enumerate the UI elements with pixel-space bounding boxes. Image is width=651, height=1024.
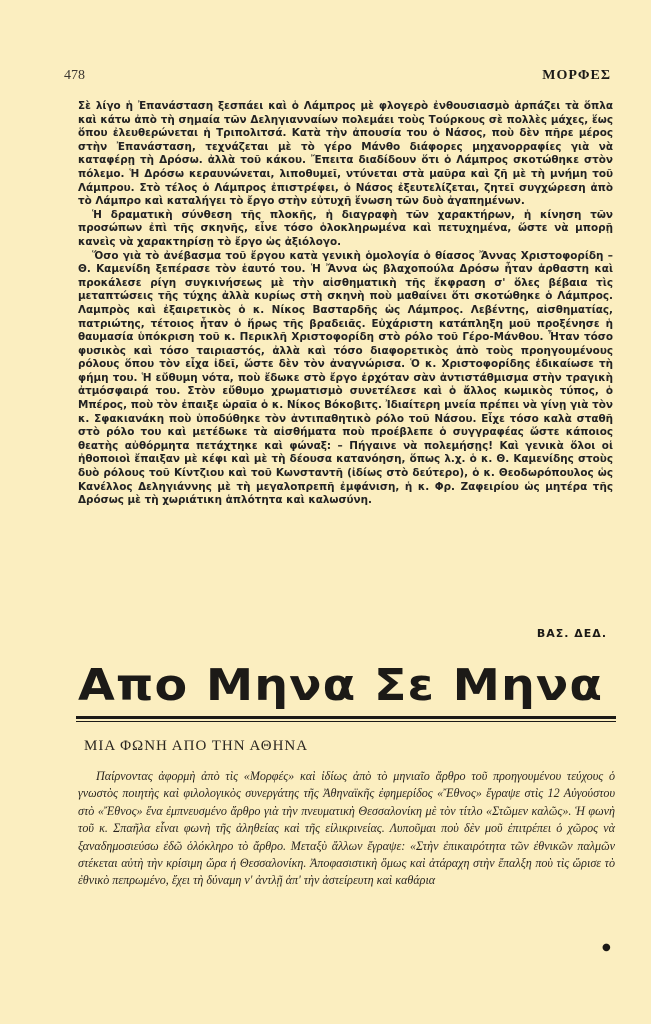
review-paragraph: Σὲ λίγο ἡ Ἐπανάσταση ξεσπάει καὶ ὁ Λάμπρος μὲ φλογερὸ ἐνθουσιασμὸ ἁρπάζει τὰ ὅπλα καὶ κάτω ἀπὸ τὴ σημαία τῶν Δεληγιανναίων πολεμάει τοὺς Τούρκους σὲ πολλὲς μάχες, ἕως ὅπου ἐλευθερώνεται ἡ Τριπολιτσά. Κατὰ τὴν ἀπουσία του ὁ Νάσος, ποὺ δὲν πῆρε μέρος στὴν Ἐπανάσταση, τεχνάζεται μὲ τὸ γέρο Μάνθο διάφορες μηχανορραφίες γιὰ νὰ καταφέρῃ τὴ Δρόσω. ἀλλὰ τοῦ κάκου. Ἔπειτα διαδίδουν ὅτι ὁ Λάμπρος σκοτώθηκε στὸν πόλεμο. Ἡ Δρόσω κεραυνώνεται, λιποθυμεῖ, ντύνεται στὰ μαῦρα καὶ ζῆ μὲ τὴ μνήμη τοῦ Λάμπρου. Στὸ τέλος ὁ Λάμπρος ἐπιστρέφει, ὁ Νάσος ἐξευτελίζεται, ζητεῖ συγχώρεση ἀπὸ τὸ Λάμπρο καὶ καταλήγει τὸ ἔργο στὴν εὐτυχῆ ἕνωση τῶν δυὸ ἀγαπημένων. — [78, 100, 613, 208]
column-title: Απο Μηνα Σε Μηνα — [78, 660, 604, 711]
running-header — [64, 68, 611, 86]
review-paragraph: Ἡ δραματικὴ σύνθεση τῆς πλοκῆς, ἡ διαγραφὴ τῶν χαρακτήρων, ἡ κίνηση τῶν προσώπων ἐπὶ τῆς σκηνῆς, εἶνε τόσο ὁλοκληρωμένα καὶ πετυχημένα, ὥστε νὰ μπορῇ κανεὶς νὰ χαρακτηρίσῃ τὸ ἔργο ὡς ἀξιόλογο. — [78, 208, 613, 248]
title-rule-thin — [76, 721, 616, 722]
page-number: 478 — [64, 68, 85, 83]
article-subtitle: ΜΙΑ ΦΩΝΗ ΑΠΟ ΤΗΝ ΑΘΗΝΑ — [84, 738, 309, 754]
review-signature: ΒΑΣ. ΔΕΔ. — [536, 627, 607, 640]
article-body — [78, 768, 615, 890]
journal-name: ΜΟΡΦΕΣ — [542, 68, 611, 83]
theatre-review — [78, 100, 613, 508]
review-paragraph: Ὅσο γιὰ τὸ ἀνέβασμα τοῦ ἔργου κατὰ γενικὴ ὁμολογία ὁ θίασος Ἄννας Χριστοφορίδη – Θ. Καμενίδη ξεπέρασε τὸν ἑαυτό του. Ἡ Ἄννα ὡς βλαχοπούλα Δρόσω ἦταν ἀρθαστη καὶ προκάλεσε ρίγη συγκινήσεως μὲ τὴν αἰσθηματικὴ τῆς ἔκφραση σ' ὅλες βέβαια τὶς μεταπτώσεις τῆς τύχης ἀλλὰ κυρίως στὴ σκηνὴ ποὺ μαθαίνει ὅτι σκοτώθηκε ὁ Λάμπρος. Λαμπρὸς καὶ ἐξαιρετικὸς ὁ κ. Νίκος Βασταρδῆς ὡς Λάμπρος. Λεβέντης, αἰσθηματίας, πατριώτης, τέτοιος ἦταν ὁ ἥρως τῆς βραδειᾶς. Εὐχάριστη κατάπληξη μοῦ προξένησε ἡ θαυμασία ὑπόκριση τοῦ κ. Περικλῆ Χριστοφορίδη στὸ ρόλο τοῦ Γέρο-Μάνθου. Ἦταν τόσο φυσικὸς καὶ τόσο ταιριαστός, ἀλλὰ καὶ τόσο διαφορετικὸς ἀπὸ τοὺς προηγουμένους ρόλους ὅπου τὸν εἶχα ἰδεῖ, ὥστε δὲν τὸν ἀναγνώρισα. Ὁ κ. Χριστοφορίδης ἐδικαίωσε τὴ φήμη του. Ἡ εὔθυμη νότα, ποὺ ἔδωκε στὸ ἔργο ἐρχόταν σὰν ἀντιστάθμισμα στὴν τραγικὴ ἀτμόσφαιρά του. Στὸν εὔθυμο χρωματισμὸ συνετέλεσε καὶ ὁ ἄλλος κωμικὸς τύπος, ὁ Μπέρος, ποὺ τὸν ἐπαιξε ὡραῖα ὁ κ. Νίκος Βόκοβιτς. Ἰδιαίτερη μνεία πρέπει νὰ γίνῃ γιὰ τὸν κ. Σφακιανάκη ποὺ ὑποδύθηκε τὸν ἀντιπαθητικὸ ρόλο τοῦ Νάσου. Εἶχε τόσο καλὰ σταθῆ στὸ ρόλο του καὶ μετέδωκε τὰ αἰσθήματα ποὺ προέβλεπε ὁ συγγραφέας ὥστε κάποιος θεατὴς αὐθόρμητα πετάχτηκε καὶ φώναξ: – Πήγαινε νὰ πολεμήσῃς! Καὶ γενικὰ ὅλοι οἱ ἠθοποιοὶ ἔπαιξαν μὲ κέφι καὶ μὲ τὴ δέουσα κατανόηση, ὅπως λ.χ. ὁ κ. Θ. Καμενίδης στοὺς δυὸ ρόλους τοῦ Κίντζιου καὶ τοῦ Κωνσταντῆ (ἰδίως στὸ δεύτερο), ὁ κ. Θεοδωρόπουλος ὡς Κανέλλος Δεληγιάννης μὲ τὴ μεγαλοπρεπῆ ἐμφάνιση, ἡ κ. Φρ. Ζαφειρίου ὡς μητέρα τῆς Δρόσως μὲ τὴ χωριάτικη ἁπλότητα καὶ καλωσύνη. — [78, 249, 613, 507]
title-rule — [76, 716, 616, 719]
continuation-bullet: ● — [602, 942, 611, 953]
article-paragraph: Παίρνοντας ἀφορμὴ ἀπὸ τὶς «Μορφές» καὶ ἰδίως ἀπὸ τὸ μηνιαῖο ἄρθρο τοῦ προηγουμένου τεύχους ὁ γνωστὸς ποιητὴς καὶ φιλολογικὸς συνεργάτης τῆς Ἀθηναϊκῆς ἐφημερίδος «Ἔθνος» ἔγραψε στὶς 12 Αὐγούστου στὸ «Ἔθνος» ἕνα ἐμπνευσμένο ἄρθρο γιὰ τὴν πνευματικὴ Θεσσαλονίκη μὲ τὸν τίτλο «Στῶμεν καλῶς». Ἡ φωνὴ τοῦ κ. Σπαῆλα εἶναι φωνὴ τῆς ἀληθείας καὶ τῆς εἰλικρινείας. Λυποῦμαι ποὺ δὲν μοῦ ἐπιτρέπει ὁ χῶρος νὰ ξαναδημοσιεύσω ἐδῶ ὁλόκληρο τὸ ἄρθρο. Μεταξὺ ἄλλων ἔγραψε: «Στὴν ἐπικαιρότητα τῶν ἐθνικῶν παλμῶν στέκεται αὐτὴ τὴν κρίσιμη ὥρα ἡ Θεσσαλονίκη. Ἀποφασιστικὴ ὅμως καὶ ἀτάραχη στὴν ἔπαλξη ποὺ τὶς ὥρισε τὸ ἐθνικὸ πεπρωμένο, ἔχει τὴ δύναμη ν' ἀντλῇ ἀπ' τὴν ἀστείρευτη καὶ καθάρια — [78, 769, 615, 888]
